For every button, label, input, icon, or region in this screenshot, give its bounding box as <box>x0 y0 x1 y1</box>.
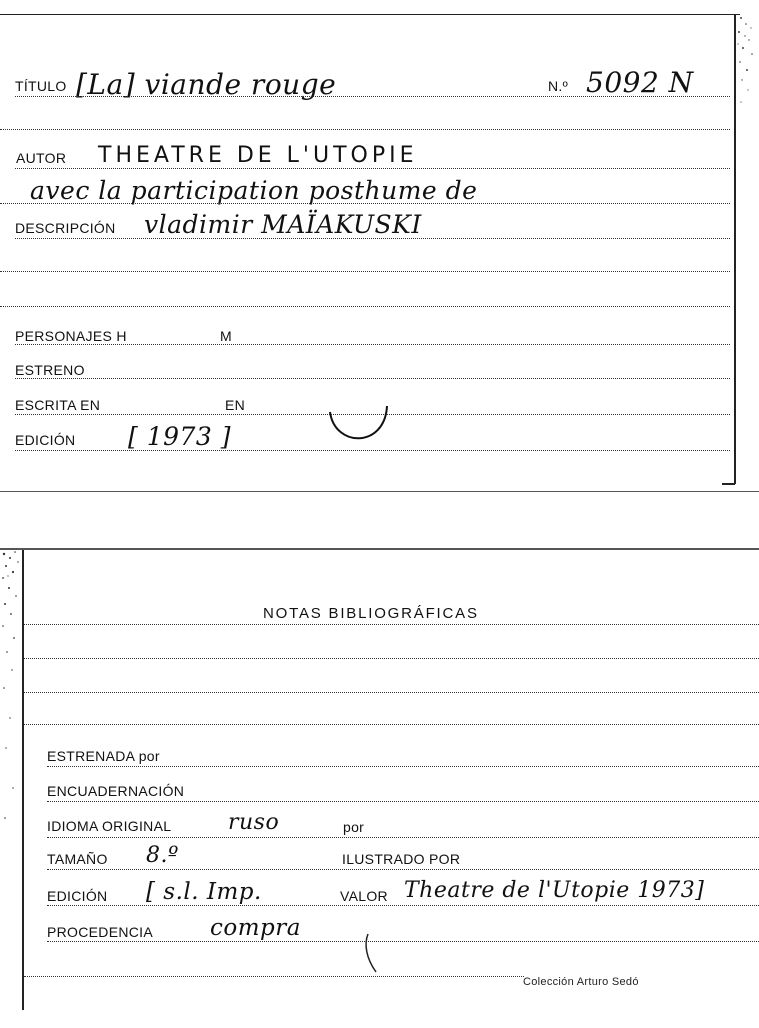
edicion-line <box>15 450 730 451</box>
catalog-card-front <box>0 0 759 492</box>
paper-speckle <box>0 548 22 848</box>
edicion-value: [ 1973 ] <box>128 422 232 451</box>
personajes-label: PERSONAJES H <box>15 328 127 344</box>
idioma-label: IDIOMA ORIGINAL <box>47 818 172 834</box>
tamano-line <box>47 869 759 870</box>
procedencia-line <box>47 941 759 942</box>
por-label: por <box>343 819 365 835</box>
titulo-value: [La] viande rouge <box>76 68 337 101</box>
idioma-value: ruso <box>228 810 280 835</box>
procedencia-label: PROCEDENCIA <box>47 924 153 940</box>
punch-hole-mark <box>325 400 395 450</box>
notas-heading: NOTAS BIBLIOGRÁFICAS <box>263 605 479 622</box>
ruled-line <box>24 724 759 725</box>
edicion-value: [ s.l. Imp. <box>146 879 262 905</box>
edicion-label: EDICIÓN <box>47 888 108 904</box>
card-bottom-border <box>0 491 759 492</box>
estreno-label: ESTRENO <box>15 362 85 378</box>
paper-speckle <box>736 10 759 160</box>
estreno-line <box>15 378 730 379</box>
numero-label: N.º <box>548 78 569 94</box>
valor-label: VALOR <box>340 888 388 904</box>
descripcion-line <box>15 238 730 239</box>
card-top-border <box>0 548 759 550</box>
ruled-line <box>0 203 730 204</box>
ruled-line <box>0 129 730 130</box>
personajes-m-label: M <box>220 328 232 344</box>
pen-mark <box>362 932 392 978</box>
descripcion-label: DESCRIPCIÓN <box>15 220 116 236</box>
encuadernacion-line <box>47 801 759 802</box>
descripcion-value: vladimir MAÏAKUSKI <box>144 210 422 239</box>
ruled-line <box>24 624 759 625</box>
ruled-line <box>0 306 730 307</box>
ilustrado-label: ILUSTRADO POR <box>342 851 461 867</box>
ruled-line <box>0 271 730 272</box>
titulo-line <box>15 96 730 97</box>
ruled-line <box>24 976 524 977</box>
ruled-line <box>24 692 759 693</box>
encuadernacion-label: ENCUADERNACIÓN <box>47 783 185 799</box>
catalog-card-back <box>0 548 759 1028</box>
titulo-label: TÍTULO <box>15 78 67 94</box>
numero-value: 5092 N <box>586 66 694 99</box>
personajes-line <box>15 344 730 345</box>
procedencia-value: compra <box>210 915 301 941</box>
escrita-label: ESCRITA EN <box>15 397 101 413</box>
edicion-label: EDICIÓN <box>15 432 76 448</box>
autor-value: THEATRE DE L'UTOPIE <box>98 143 418 168</box>
autor-line <box>15 168 730 169</box>
valor-value: Theatre de l'Utopie 1973] <box>404 878 705 903</box>
card-bottom-tick <box>722 483 735 485</box>
collection-credit: Colección Arturo Sedó <box>523 976 639 988</box>
edicion-line <box>47 905 759 906</box>
tamano-label: TAMAÑO <box>47 851 108 867</box>
idioma-line <box>47 837 759 838</box>
estrenada-line <box>47 766 759 767</box>
escrita-en-label: EN <box>225 397 246 413</box>
tamano-value: 8.º <box>146 843 179 868</box>
card-top-border <box>0 14 740 15</box>
card-left-border <box>22 550 24 1010</box>
estrenada-label: ESTRENADA por <box>47 748 160 764</box>
ruled-line <box>24 658 759 659</box>
autor-extra: avec la participation posthume de <box>30 176 478 205</box>
autor-label: AUTOR <box>16 150 67 166</box>
